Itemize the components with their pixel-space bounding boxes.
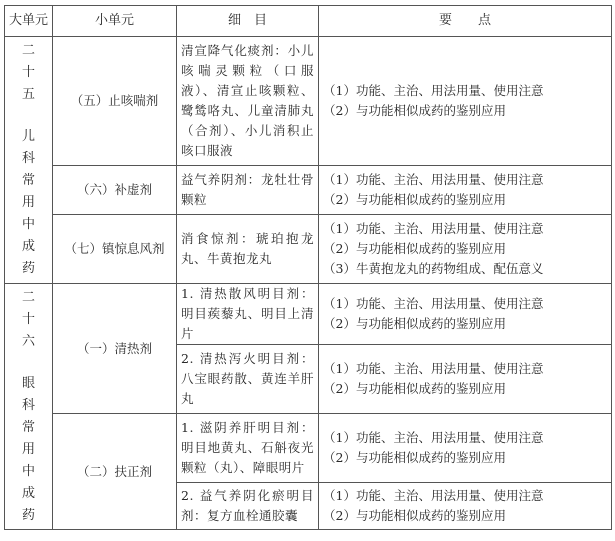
major-title-char: 中 [21,463,35,479]
major-number-char: 六 [21,333,35,349]
detail-cell: 2. 清热泻火明目剂：八宝眼药散、黄连羊肝丸 [177,345,319,414]
detail-cell: 益气养阴剂：龙牡壮骨颗粒 [177,166,319,215]
key-point: （2）与功能相似成药的鉴别应用 [323,508,506,523]
major-title-char: 成 [21,239,35,254]
minor-unit-cell: （一）清热剂 [53,284,177,414]
major-number-char: 二 [21,43,35,58]
minor-unit-cell: （六）补虚剂 [53,166,177,215]
major-number-char: 十 [21,311,35,327]
major-title-char: 药 [21,261,35,276]
major-number-char: 五 [21,87,35,102]
key-point: （2）与功能相似成药的鉴别应用 [323,450,506,465]
table-row [5,284,612,345]
major-title-char: 中 [21,217,35,232]
header-detail: 细 目 [177,6,319,37]
table-header-row [5,6,612,37]
key-points-cell [319,284,612,345]
key-points-cell [319,414,612,483]
key-point: （2）与功能相似成药的鉴别应用 [323,192,506,207]
major-title-char: 儿 [21,129,35,144]
major-title-char: 成 [21,485,35,501]
key-point: （1）功能、主治、用法用量、使用注意 [323,172,544,187]
key-point: （2）与功能相似成药的鉴别应用 [323,241,506,256]
key-point: （2）与功能相似成药的鉴别应用 [323,316,506,331]
key-points-cell [319,37,612,166]
key-point: （1）功能、主治、用法用量、使用注意 [323,488,544,503]
detail-cell: 1. 清热散风明目剂：明目蒺藜丸、明目上清片 [177,284,319,345]
key-point: （1）功能、主治、用法用量、使用注意 [323,221,544,236]
major-title-char: 眼 [21,375,35,391]
header-minor-unit: 小单元 [53,6,177,37]
header-key-points: 要 点 [319,6,612,37]
major-unit-vertical-text [9,41,48,279]
major-unit-vertical-text [9,288,48,526]
key-point: （1）功能、主治、用法用量、使用注意 [323,361,544,376]
detail-cell: 2. 益气养阴化瘀明目剂：复方血栓通胶囊 [177,483,319,530]
table-row [5,414,612,483]
key-point: （1）功能、主治、用法用量、使用注意 [323,296,544,311]
minor-unit-cell: （二）扶正剂 [53,414,177,530]
major-title-char: 用 [21,441,35,457]
key-point: （1）功能、主治、用法用量、使用注意 [323,83,544,98]
major-number-char: 二 [21,289,35,305]
key-point: （2）与功能相似成药的鉴别应用 [323,381,506,396]
detail-cell: 1. 滋阴养肝明目剂：明目地黄丸、石斛夜光颗粒（丸）、障眼明片 [177,414,319,483]
major-title-char: 用 [21,195,35,210]
minor-unit-cell: （五）止咳喘剂 [53,37,177,166]
table-row [5,166,612,215]
table-row [5,215,612,284]
syllabus-table [4,5,612,530]
table-row [5,37,612,166]
key-points-cell [319,483,612,530]
header-major-unit: 大单元 [5,6,53,37]
key-point: （2）与功能相似成药的鉴别应用 [323,103,506,118]
key-points-cell [319,215,612,284]
major-title-char: 常 [21,419,35,435]
major-title-char: 药 [21,507,35,523]
major-title-char: 常 [21,173,35,188]
major-title-char: 科 [21,151,35,166]
major-title-char: 科 [21,397,35,413]
key-points-cell [319,345,612,414]
major-number-char: 十 [21,65,35,80]
major-unit-cell [5,37,53,284]
major-unit-cell [5,284,53,530]
minor-unit-cell: （七）镇惊息风剂 [53,215,177,284]
detail-cell: 消食惊剂：琥珀抱龙丸、牛黄抱龙丸 [177,215,319,284]
key-point: （3）牛黄抱龙丸的药物组成、配伍意义 [323,261,544,276]
key-point: （1）功能、主治、用法用量、使用注意 [323,430,544,445]
detail-cell: 清宣降气化痰剂：小儿咳喘灵颗粒（口服液）、清宣止咳颗粒、鹭鸶咯丸、儿童清肺丸（合剂）、小儿消积止咳口服液 [177,37,319,166]
key-points-cell [319,166,612,215]
